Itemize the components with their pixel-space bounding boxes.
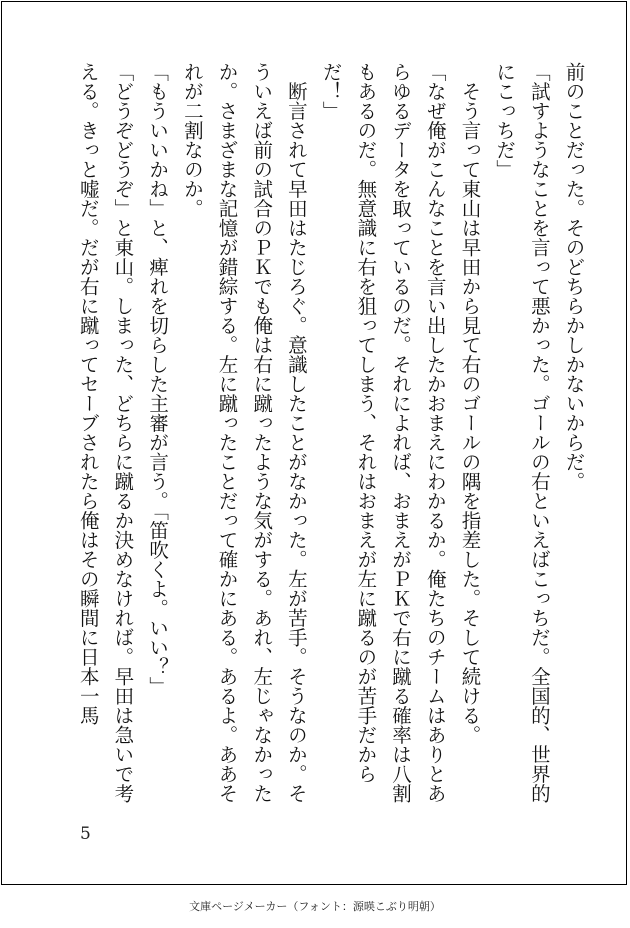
text-area xyxy=(70,62,586,812)
page-frame xyxy=(1,1,627,885)
page-number: 5 xyxy=(80,824,91,844)
paragraph-6: 「もういいかね」と、痺れを切らした主審が言う。「笛吹くよ。いい？」 xyxy=(146,62,170,696)
paragraph-4: 「なぜ俺がこんなことを言い出したかおまえにわかるか。俺たちのチームはありとあらゆるデータを取っているのだ。それによれば、おまえがＰＫで右に蹴る確率は八割もあるのだ。無意識に右を狙ってしまう、それはおまえが左に蹴るのが苦手だからだ！」 xyxy=(319,62,447,803)
paragraph-2: 「試すようなことを言って悪かった。ゴールの右といえばこっちだ。全国的、世界的にこっちだ」 xyxy=(493,62,551,803)
paragraph-7: 「どうぞどうぞ」と東山。しまった、どちらに蹴るか決めなければ。早田は急いで考える。きっと嘘だ。だが右に蹴ってセーブされたら俺はその瞬間に日本一馬 xyxy=(76,62,135,803)
paragraph-3: そう言って東山は早田から見て右のゴールの隅を指差した。そして続ける。 xyxy=(458,62,482,745)
body-text xyxy=(70,62,591,812)
footer-caption: 文庫ページメーカー（フォント：源暎こぶり明朝） xyxy=(189,900,441,913)
paragraph-1: 前のことだった。そのどちらかしかないからだ。 xyxy=(562,62,586,491)
paragraph-5: 断言されて早田はたじろぐ。意識したことがなかった。左が苦手。そうなのか。そういえば前の試合のＰＫでも俺は右に蹴ったような気がする。あれ、左じゃなかったか。さまざまな記憶が錯綜する。左に蹴ったことだって確かにある。あるよ。ああそれが二割なのか。 xyxy=(180,62,308,803)
